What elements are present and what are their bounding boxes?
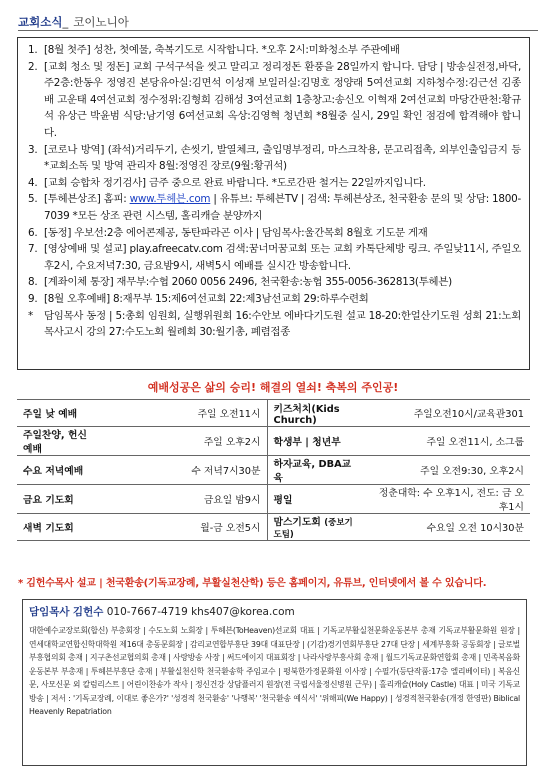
notice-number: * [28, 309, 33, 322]
service-time: 주일 오전9:30, 오후2시 [365, 456, 530, 485]
notice-text: [동정] 우보선:2층 에어콘제공, 동탄파라곤 이사 | 담임목사:울간목회 8월호 기도문 게재 [44, 226, 428, 239]
homepage-link[interactable]: www.투헤븐.com [129, 193, 211, 206]
notice-number: 9. [28, 292, 38, 305]
service-name: 하자교육, DBA교육 [267, 456, 365, 485]
service-name: 평일 [267, 485, 365, 514]
service-time: 수 저녁7시30분 [101, 456, 267, 485]
service-name: 키즈처치(Kids Church) [267, 400, 365, 427]
pastor-profile-box [22, 599, 527, 766]
notice-text: [8월 오후예배] 8:재무부 15:제6여선교회 22:제3남선교회 29:하루수련회 [44, 292, 369, 305]
notice-text: [영상예배 및 설교] play.afreecatv.com 검색:꿈너머꿈교회 또는 교회 카톡단체방 링크. 주일낮11시, 주일오후2시, 수요저녁7:30, 금요밤9시, 새벽5시 예배를 실시간 방송합니다. [44, 243, 521, 272]
service-name [267, 514, 365, 541]
notice-text: [계좌이체 통장] 재무부:수협 2060 0056 2496, 천국환송:농협 355-0056-362813(투헤븐) [44, 276, 452, 289]
title-separator: _ [62, 15, 69, 29]
notice-text: 담임목사 동정 | 5:총회 임원회, 실행위원회 16:수안보 에바다기도원 설교 18-20:한얼산기도원 성회 21:노회 목사고시 강의 27:수도노회 월례회 30:월기총, 폐렴접종 [44, 309, 521, 339]
slogan: 예배성공은 삶의 승리! 해결의 열쇠! 축복의 주인공! [147, 381, 399, 394]
notice-number: 3. [28, 143, 38, 156]
notice-text: [교회 청소 및 정돈] 교회 구석구석을 씻고 말리고 정리정돈 환풍을 28일까지 합니다. 담당 | 방송실전정,바닥,주2층:한동우 정영진 본당유아실:김면석 이성재 보일러실:김명호 정양래 5여선교회 지하청수정:김근선 김종배 고운태 4여선교회 정수정위:김형희 김해성 3여선교회 1층창고:송신오 이혁재 2여선교회 마당간판천:황규석 유상근 박윤범 식당:남기영 6여선교회 옥상:김영혁 청년회 *8월중 실시, 29일 확인 점검에 합격해야 합니다. [44, 60, 521, 139]
notice-number: 1. [28, 44, 38, 56]
table-row [17, 514, 530, 541]
service-name: 주일 낮 예배 [17, 400, 101, 427]
notice-number: 2. [28, 60, 38, 73]
service-time: 주일 오후2시 [101, 427, 267, 456]
service-name: 금요 기도회 [17, 485, 101, 514]
notice-item [28, 42, 521, 59]
pastor-header [29, 604, 520, 619]
pastor-name: 김헌수 [72, 606, 104, 618]
notice-item [28, 59, 521, 142]
service-time: 수요일 오전 10시30분 [365, 514, 530, 541]
service-name: 새벽 기도회 [17, 514, 101, 541]
service-name: 주일찬양, 헌신예배 [17, 427, 101, 456]
notice-item [28, 274, 521, 291]
notice-item [28, 142, 521, 175]
notice-text: [교회 승합차 정기검사] 금주 중으로 완료 바랍니다. *도로간판 철거는 22일까지입니다. [44, 176, 426, 189]
service-name-note: (중보기도팀) [273, 518, 353, 540]
notice-item [28, 308, 521, 341]
section-subtitle: 코이노니아 [73, 15, 129, 29]
service-time: 정춘대학: 수 오후1시, 전도: 금 오후1시 [365, 485, 530, 514]
notice-list [28, 42, 521, 341]
pastor-contact: 010-7667-4719 khs407@korea.com [106, 606, 295, 618]
service-time: 주일오전10시/교육관301 [365, 400, 530, 427]
table-row [17, 456, 530, 485]
service-time: 주일 오전11시 [101, 400, 267, 427]
service-time: 주일 오전11시, 소그룹 [365, 427, 530, 456]
notice-item [28, 225, 521, 242]
service-name-main: 맘스기도회 [273, 517, 321, 528]
pastor-bio: 대한예수교장로회(합신) 부총회장 | 수도노회 노회장 | 투헤븐(ToHeaven)선교회 대표 | 기독교부활실천문화운동본부 총재 기독교부활문화원 원장 | 연세대학교연합신학대학원 제16대 총동문회장 | 감리교연합부흥단 39대 대표단장 | (기감)경기연회부흥단 27대 단장 | 세계부흥화 공동회장 | 글로벌부흥협의회 총재 | 지구촌선교협의회 총재 | 사랑방송 사장 | 써드에이지 대표회장 | 나라사랑부흥사회 총재 | 월드기독교문화연합회 총재 | 민족복음화운동본부 부총재 | 투헤븐부흥단 총재 | 부활실천신학 천국환송학 주임교수 | 평북한가정문화원 이사장 | 수필가(등단작품:17층 엘리베이터) | 복음신문, 사모신문 외 칼럼리스트 | 어린이찬송가 작사 | 정신건강 상담플러지 원장(전 국립서울정신병원 근무) | 홀리캐슬(Holy Castle) 대표 | 미국 기독교방송 | 저서 : '기독교장례, 이대로 좋은가?' '성경적 천국환송' '나행복' '천국환송 예식서' '위해피(We Happy) | 성경적천국환송(개정 한영판) Biblical Heavenly Repatriation [29, 626, 520, 716]
table-row [17, 427, 530, 456]
table-row [17, 400, 530, 427]
notice-number: 7. [28, 243, 38, 256]
notice-text: [코로나 방역] (좌석)거리두기, 손씻기, 발열체크, 출입명부정리, 마스크착용, 문고리접촉, 외부인출입금지 등 *교회소독 및 방역 관리자 8월:정영진 장로(9월:황귀석) [44, 143, 521, 173]
notice-number: 5. [28, 193, 38, 206]
section-title: 교회소식 [18, 15, 63, 29]
header-divider [18, 30, 538, 31]
notice-box [17, 37, 530, 370]
notice-item [28, 175, 521, 192]
service-time: 금요일 밤9시 [101, 485, 267, 514]
section-header [18, 11, 538, 33]
table-row [17, 485, 530, 514]
notice-number: 4. [28, 176, 38, 189]
notice-text-prefix: [투헤븐상조] 홈피: [44, 193, 130, 206]
notice-number: 6. [28, 226, 38, 239]
service-time: 월-금 오전5시 [101, 514, 267, 541]
notice-number: 8. [28, 276, 38, 289]
notice-item [28, 241, 521, 274]
notice-item [28, 191, 521, 224]
notice-text-suffix: | 유튜브: 투헤븐TV | 검색: 투헤븐상조, 천국환송 문의 및 상담: 1800-7039 *모든 상조 관련 시스템, 홀리캐슬 분양까지 [44, 193, 521, 222]
notice-text: [8월 첫주] 성찬, 첫예물, 축복기도로 시작합니다. *오후 2시:미화청소부 주관예배 [44, 44, 400, 56]
media-footnote: * 김헌수목사 설교 | 천국환송(기독교장례, 부활실천산학) 등은 홈페이지, 유튜브, 인터넷에서 볼 수 있습니다. [18, 578, 487, 589]
service-name: 수요 저녁예배 [17, 456, 101, 485]
pastor-role: 담임목사 [29, 606, 70, 618]
notice-item [28, 291, 521, 308]
worship-schedule-table [17, 399, 530, 541]
service-name: 학생부 | 청년부 [267, 427, 365, 456]
